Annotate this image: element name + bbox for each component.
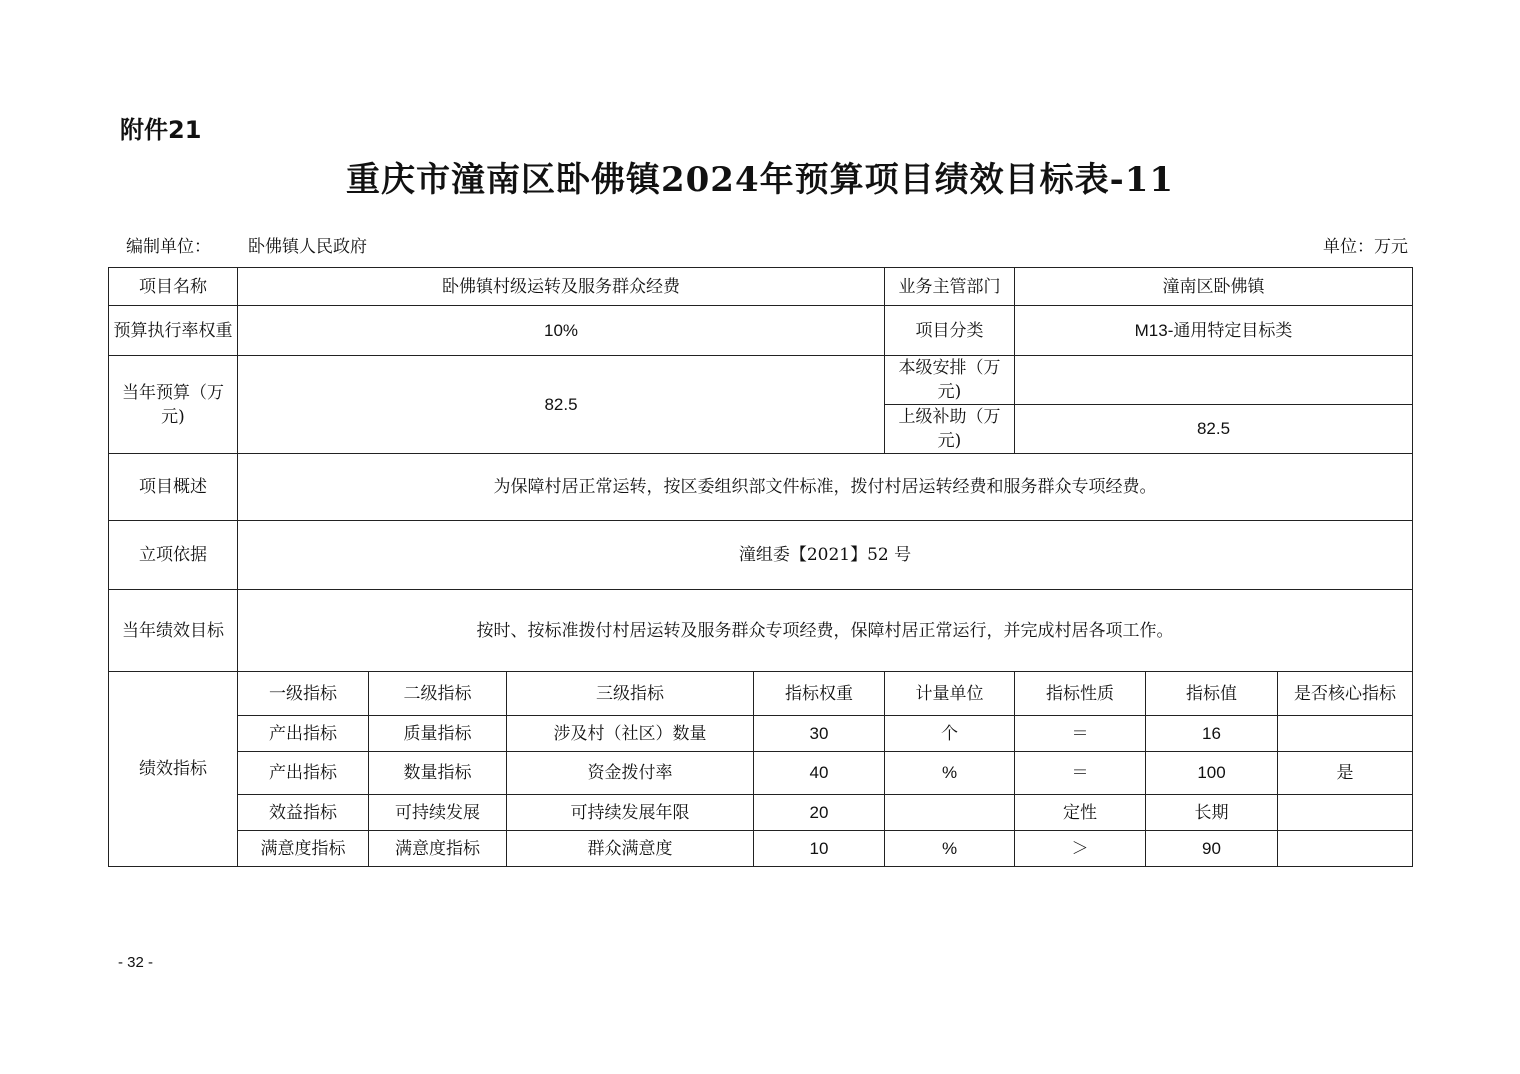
indicator-cell: 效益指标 <box>238 795 369 831</box>
indicator-cell: 10 <box>754 831 885 867</box>
local-label: 本级安排（万元) <box>885 356 1015 405</box>
rate-value: 10% <box>238 306 885 356</box>
indicator-cell: 可持续发展 <box>369 795 507 831</box>
indicator-cell: 16 <box>1146 716 1278 752</box>
indicator-row <box>109 752 1413 795</box>
indicator-cell: 40 <box>754 752 885 795</box>
indicator-cell: 可持续发展年限 <box>507 795 754 831</box>
indicator-cell: ＞ <box>1015 831 1146 867</box>
indicator-cell: 100 <box>1146 752 1278 795</box>
dept-label: 业务主管部门 <box>885 268 1015 306</box>
indicator-cell: 群众满意度 <box>507 831 754 867</box>
indicator-cell: 定性 <box>1015 795 1146 831</box>
upper-label: 上级补助（万元) <box>885 405 1015 454</box>
performance-table <box>108 267 1413 867</box>
indicator-cell: 长期 <box>1146 795 1278 831</box>
unit-label: 单位：万元 <box>1323 237 1408 257</box>
indicator-row <box>109 831 1413 867</box>
indicator-cell: ＝ <box>1015 716 1146 752</box>
basis-value: 潼组委【2021】52 号 <box>238 521 1413 590</box>
indicator-cell: 涉及村（社区）数量 <box>507 716 754 752</box>
budget-label: 当年预算（万元) <box>109 356 238 454</box>
page-number: - 32 - <box>118 954 154 971</box>
indicator-cell: 资金拨付率 <box>507 752 754 795</box>
budget-value: 82.5 <box>238 356 885 454</box>
indicator-cell: ＝ <box>1015 752 1146 795</box>
org-value: 卧佛镇人民政府 <box>248 237 367 257</box>
indicator-cell: 满意度指标 <box>369 831 507 867</box>
attachment-label: 附件21 <box>120 116 202 144</box>
overview-value: 为保障村居正常运转，按区委组织部文件标准，拨付村居运转经费和服务群众专项经费。 <box>238 454 1413 521</box>
goal-value: 按时、按标准拨付村居运转及服务群众专项经费，保障村居正常运行，并完成村居各项工作。 <box>238 590 1413 672</box>
indicator-cell: 个 <box>885 716 1015 752</box>
indicator-cell <box>1278 716 1413 752</box>
indicator-header: 是否核心指标 <box>1278 672 1413 716</box>
page-title: 重庆市潼南区卧佛镇2024年预算项目绩效目标表-11 <box>345 160 1175 200</box>
upper-value: 82.5 <box>1015 405 1413 454</box>
indicator-header: 指标权重 <box>754 672 885 716</box>
indicator-header: 指标性质 <box>1015 672 1146 716</box>
project-name-value: 卧佛镇村级运转及服务群众经费 <box>238 268 885 306</box>
indicator-cell: 质量指标 <box>369 716 507 752</box>
local-value <box>1015 356 1413 405</box>
indicator-cell: 是 <box>1278 752 1413 795</box>
indicator-cell: 产出指标 <box>238 716 369 752</box>
basis-label: 立项依据 <box>109 521 238 590</box>
overview-label: 项目概述 <box>109 454 238 521</box>
indicator-cell <box>885 795 1015 831</box>
rate-label: 预算执行率权重 <box>109 306 238 356</box>
indicator-row <box>109 716 1413 752</box>
indicator-cell: % <box>885 831 1015 867</box>
indicator-cell: 30 <box>754 716 885 752</box>
indicator-header: 指标值 <box>1146 672 1278 716</box>
indicator-cell: % <box>885 752 1015 795</box>
indicator-cell <box>1278 795 1413 831</box>
indicator-header: 计量单位 <box>885 672 1015 716</box>
indicator-cell: 90 <box>1146 831 1278 867</box>
goal-label: 当年绩效目标 <box>109 590 238 672</box>
indicator-header: 二级指标 <box>369 672 507 716</box>
project-name-label: 项目名称 <box>109 268 238 306</box>
indicator-header: 三级指标 <box>507 672 754 716</box>
indicators-label: 绩效指标 <box>109 672 238 867</box>
indicator-header: 一级指标 <box>238 672 369 716</box>
indicator-cell <box>1278 831 1413 867</box>
category-label: 项目分类 <box>885 306 1015 356</box>
indicator-cell: 产出指标 <box>238 752 369 795</box>
indicator-cell: 数量指标 <box>369 752 507 795</box>
indicator-row <box>109 795 1413 831</box>
dept-value: 潼南区卧佛镇 <box>1015 268 1413 306</box>
indicator-cell: 满意度指标 <box>238 831 369 867</box>
org-label: 编制单位： <box>126 237 211 257</box>
indicator-cell: 20 <box>754 795 885 831</box>
category-value: M13-通用特定目标类 <box>1015 306 1413 356</box>
